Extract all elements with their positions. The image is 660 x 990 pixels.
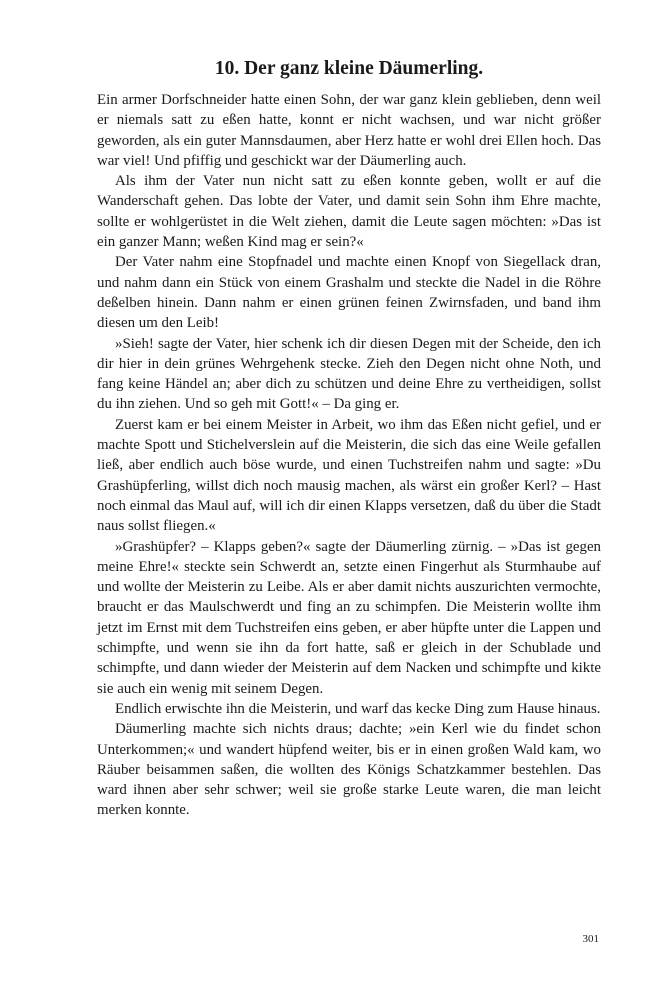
paragraph: Als ihm der Vater nun nicht satt zu eßen konnte geben, wollt er auf die Wanderschaft gehen. Das lobte der Vater, und damit sein Sohn ihm Ehre machte, sollte er wohlgerüstet in die Welt ziehen, damit die Leute sagen möchten: »Das ist ein ganzer Mann; weßen Kind mag er sein?« bbox=[97, 173, 601, 251]
paragraph: »Grashüpfer? – Klapps geben?« sagte der Däumerling zürnig. – »Das ist gegen meine Ehre!« steckte sein Schwerdt an, setzte einen Fingerhut als Sturmhaube auf und wollte der Meisterin zu Leibe. Als er aber damit nichts auszurichten vermochte, braucht er das Maulschwerdt und fing an zu schimpfen. Die Meisterin wollte ihm jetzt im Ernst mit dem Tuchstreifen eins geben, er aber hüpfte unter die Lappen und schimpfte, und wenn sie ihn da fort hatte, saß er gleich in der Schublade und schimpfte, und dann wieder der Meisterin auf dem Nacken und schimpfte und kikte sie auch ein wenig mit seinem Degen. bbox=[97, 538, 601, 697]
paragraph: Der Vater nahm eine Stopfnadel und machte einen Knopf von Siegellack dran, und nahm dann ein Stück von einem Grashalm und steckte die Nadel in die Röhre deßelben hinein. Dann nahm er einen grünen feinen Zwirnsfaden, und band ihm diesen um den Leib! bbox=[97, 254, 601, 332]
paragraph: Däumerling machte sich nichts draus; dachte; »ein Kerl wie du findet schon Unterkommen;« und wandert hüpfend weiter, bis er in einen großen Wald kam, wo Räuber beisammen saßen, die wollten des Königs Schatzkammer bestehlen. Das ward ihnen aber sehr schwer; weil sie große starke Leute waren, die man leicht merken konnte. bbox=[97, 721, 601, 819]
paragraph: Zuerst kam er bei einem Meister in Arbeit, wo ihm das Eßen nicht gefiel, und er machte Spott und Stichelverslein auf die Meisterin, die sich das eine Weile gefallen ließ, aber endlich auch böse wurde, und einen Tuchstreifen nahm und sagte: »Du Grashüpferling, willst dich noch mausig machen, als wärst ein großer Kerl? – Hast noch einmal das Maul auf, will ich dir einen Klapps versetzen, daß du über die Stadt naus sollst fliegen.« bbox=[97, 416, 601, 535]
paragraph: »Sieh! sagte der Vater, hier schenk ich dir diesen Degen mit der Scheide, den ich dir hier in dein grünes Wehrgehenk stecke. Zieh den Degen nicht ohne Noth, und fang keine Händel an; aber dich zu schützen und deine Ehre zu vertheidigen, sollst du ihn ziehen. Und so geh mit Gott!« – Da ging er. bbox=[97, 335, 601, 413]
paragraph: Ein armer Dorfschneider hatte einen Sohn, der war ganz klein geblieben, denn weil er niemals satt zu eßen hatte, konnt er nicht wachsen, und war nicht größer geworden, als ein guter Mannsdaumen, aber Herz hatte er wohl drei Ellen hoch. Das war viel! Und pfiffig und geschickt war der Däumerling auch. bbox=[97, 92, 601, 169]
story-title: 10. Der ganz kleine Däumerling. bbox=[214, 58, 484, 79]
book-page bbox=[97, 56, 601, 821]
story-text bbox=[97, 90, 601, 821]
page-number: 301 bbox=[582, 933, 599, 945]
paragraph: Endlich erwischte ihn die Meisterin, und warf das kecke Ding zum Hause hinaus. bbox=[115, 700, 601, 717]
